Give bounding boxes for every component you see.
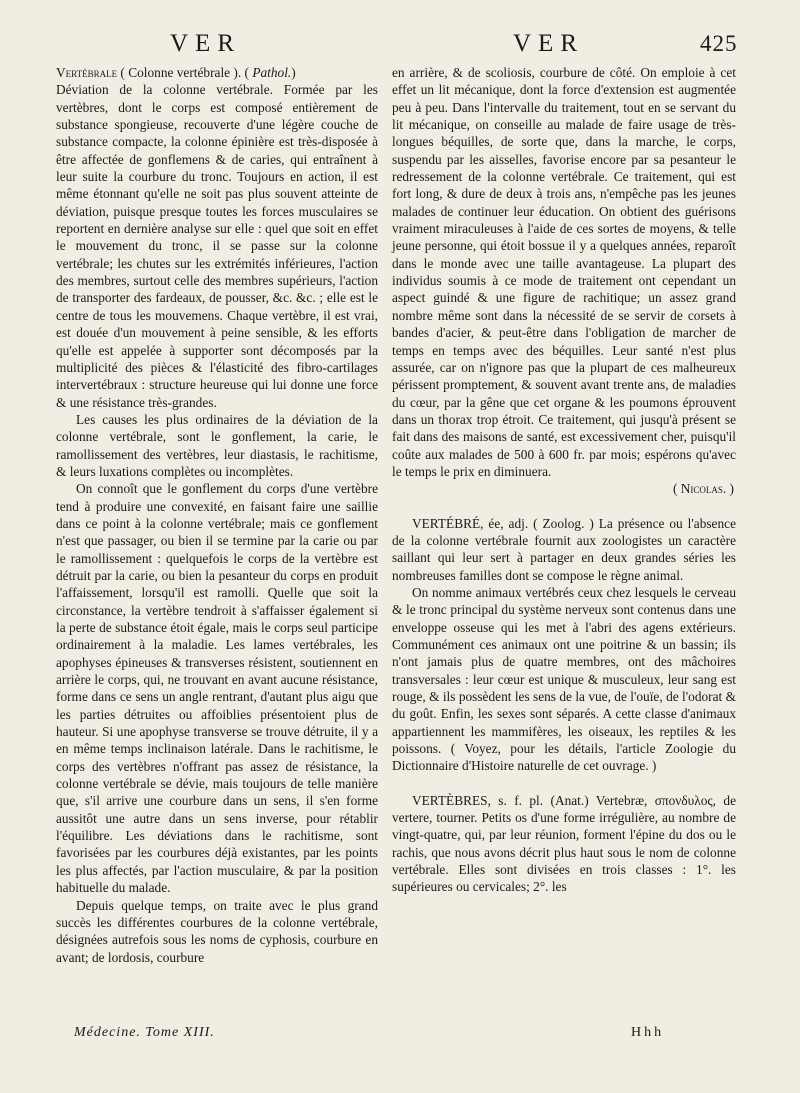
entry-headword: VERTÈBRES xyxy=(412,792,488,808)
entry-vertebres-heading xyxy=(392,792,736,896)
paragraph: On nomme animaux vertébrés ceux chez lesquels le cerveau & le tronc principal du système nerveux sont contenus dans une enveloppe osseuse qui les met à l'abri des agens extérieurs. Communément ces animaux ont une poitrine & un bassin; ils n'ont jamais plus de quatre membres, ont des mâchoires transversales : leur cœur est unique & musculeux, leur sang est rouge, & ils possèdent les sens de la vue, de l'ouïe, de l'odorat & du goût. Enfin, les sexes sont séparés. A cette classe d'animaux appartiennent les mammifères, les oiseaux, les reptiles & les poissons. ( Voyez, pour les détails, l'article Zoologie du Dictionnaire d'Histoire naturelle de cet ouvrage. ) xyxy=(392,584,736,774)
entry-heading-text: ( Colonne vertébrale ). ( xyxy=(117,65,253,80)
entry-heading-close: ) xyxy=(291,65,296,80)
entry-text: , ée, adj. ( Zoolog. ) La présence ou l'absence de la colonne vertébrale fournit aux zoologistes un caractère saillant qui leur sert à partager en deux grandes séries les nombreuses familles dont se compose le règne animal. xyxy=(392,515,736,583)
left-column xyxy=(56,64,378,966)
entry-vertebrale-heading-line xyxy=(56,64,378,81)
entry-domain: Pathol. xyxy=(252,65,292,80)
entry-text: , s. f. pl. (Anat.) Vertebræ, σπονδυλος, de vertere, tourner. Petits os d'une forme irrégulière, au nombre de vingt-quatre, qui, par leur réunion, forment l'épine du dos ou le rachis, que nous avons décrit plus haut sous le nom de colonne vertébrale. Elles sont divisées en trois classes : 1°. les supérieures ou cervicales; 2°. les xyxy=(392,792,736,895)
entry-separator xyxy=(392,775,736,792)
entry-headword: VERTÉBRÉ xyxy=(412,515,481,531)
page-number: 425 xyxy=(700,31,738,56)
entry-vertebre-heading xyxy=(392,515,736,584)
paragraph: en arrière, & de scoliosis, courbure de côté. On emploie à cet effet un lit mécanique, dont la force d'extension est augmentée peu à peu. Dans l'intervalle du traitement, tout en se servant du lit mécanique, on conseille au malade de faire usage de très-longues béquilles, de sorte que, dans la marche, le corps, suspendu par les aisselles, favorise encore par sa pesanteur le redressement de la colonne vertébrale. Ce traitement, qui est fort long, & dure de deux à trois ans, n'empêche pas les jeunes malades de continuer leur éducation. On obtient des guérisons vraiment miraculeuses à l'aide de ces sortes de moyens, & telle jeune personne, qui étoit bossue il y a quelques années, reparoît dans le monde avec une taille avantageuse. La plupart des individus soumis à ce mode de traitement ont cependant un aspect guindé & une figure de rachitique; un assez grand nombre même sont dans la nécessité de se servir de corsets à bandes d'acier, & peut-être dans l'obligation de marcher de temps en temps avec des béquilles. Leur santé n'est plus assurée, car on n'ignore pas que la plupart de ces malheureux périssent promptement, & souvent avant trente ans, de maladies du cœur, par la gêne que cet organe & les poumons éprouvent dans un thorax trop étroit. Ce traitement, qui jusqu'à présent se fait dans des maisons de santé, est excessivement cher, puisqu'il coûte aux malades de 500 à 600 fr. par mois; espérons qu'avec le temps le prix en diminuera. xyxy=(392,65,736,479)
paragraph: Depuis quelque temps, on traite avec le plus grand succès les différentes courbures de la colonne vertébrale, désignées autrefois sous les noms de cyphosis, courbure en avant; de lordosis, courbure xyxy=(56,897,378,965)
author-signature: ( Nicolas. ) xyxy=(672,481,734,497)
right-column xyxy=(392,64,736,896)
entry-headword: Vertébrale xyxy=(56,65,118,80)
paragraph: Les causes les plus ordinaires de la déviation de la colonne vertébrale, sont le gonflement, la carie, le ramollissement des vertèbres, leur diastasis, le rachitisme, & leurs luxations complètes ou incomplètes. xyxy=(56,411,378,479)
running-head-left: VER xyxy=(170,30,241,57)
running-head-right: VER xyxy=(513,30,584,57)
paragraph: Déviation de la colonne vertébrale. Formée par les vertèbres, dont le corps est composé entièrement de substance spongieuse, recouverte d'une légère couche de substance compacte, la colonne épinière est très-disposée à être affectée de gonflemens & de caries, qui entraînent à leur suite la courbure du tronc. Toujours en action, il est même étonnant qu'elle ne soit pas plus souvent atteinte de déviation, puisque presque toutes les forces musculaires se reportent en dernière analyse sur elle : quel que soit en effet le mouvement du tronc, il se passe sur la colonne vertébrale; les chutes sur les extrémités inférieures, l'action des membres, surtout celle des membres supérieurs, l'action de transporter des fardeaux, de pousser, &c. &c. ; elle est le centre de tous les mouvemens. Chaque vertèbre, il est vrai, est douée d'un mouvement à peine sensible, & les efforts qu'elle est appelée à supporter sont décomposés par la multiplicité des pièces & l'élasticité des fibro-cartilages intervertébraux : structure heureuse qui lui donne une force & une résistance très-grandes. xyxy=(56,82,378,410)
volume-signature: Médecine. Tome XIII. xyxy=(74,1025,215,1040)
entry-separator xyxy=(392,498,736,515)
paragraph: On connoît que le gonflement du corps d'une vertèbre tend à produire une convexité, en faisant faire une saillie dans ce point à la colonne vertébrale; mais ce gonflement n'est que passager, ou bien il se termine par la carie ou par le ramollissement : quelquefois le corps de la vertèbre est détruit par la carie, ou bien la pesanteur du corps en produit l'affaissement, lorsqu'il est ramolli. Quelle que soit la circonstance, la vertèbre tendroit à s'affaisser également si la perte de substance étoit égale, mais le corps seul participe ordinairement à la maladie. Les lames vertébrales, les apophyses épineuses & transverses résistent, soutiennent en arrière le corps, qui, ne trouvant en avant aucune résistance, forme dans ce sens un angle rentrant, d'autant plus aigu que les parties détruites ou affoiblies présentoient plus de hauteur. Si une apophyse transverse se trouve détruite, il y a en même temps inclinaison latérale. Dans le rachitisme, le corps des vertèbres n'offrant pas assez de résistance, la colonne vertébrale se dévie, mais toujours de telle manière que, s'il arrive une courbure dans un sens, il s'en forme aussitôt une autre dans un sens inverse, pour rétablir l'équilibre. Les déviations dans le rachitisme, sont favorisées par les courbures déjà existantes, par les points les plus affectés, par l'action musculaire, & par la position habituelle du malade. xyxy=(56,481,378,896)
gathering-signature: Hhh xyxy=(631,1025,665,1040)
